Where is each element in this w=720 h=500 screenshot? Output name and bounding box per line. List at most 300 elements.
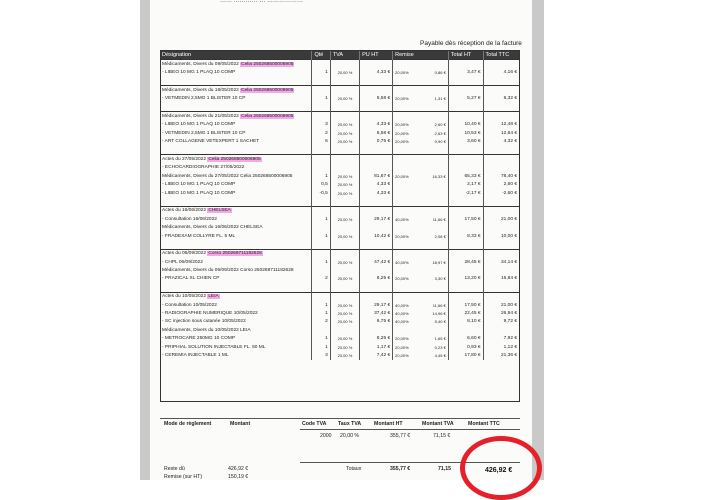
cell-total-ttc bbox=[483, 292, 519, 301]
cell-total-ht bbox=[448, 223, 483, 231]
cell-qte bbox=[312, 249, 330, 258]
cell-designation: - Consultation 16/06/2022 bbox=[160, 215, 312, 223]
cell-tva: 20,00 % bbox=[330, 121, 359, 129]
cell-designation bbox=[160, 249, 312, 258]
remise-amount: 14,96 € bbox=[432, 311, 446, 317]
table-row bbox=[160, 180, 520, 188]
reste-du-label: Reste dû bbox=[164, 466, 185, 472]
cell-remise bbox=[393, 249, 449, 258]
cell-designation: Médicaments, Divers du 27/05/2022 Celia 250268500006905 bbox=[160, 172, 312, 180]
cell-designation: - PRAZICAL XL CHIEN CP bbox=[160, 275, 312, 283]
cell-remise bbox=[393, 86, 449, 95]
table-row bbox=[160, 232, 520, 240]
montant-ht-value: 355,77 € bbox=[390, 433, 411, 439]
cell-total-ttc: 6,32 € bbox=[483, 95, 519, 103]
cell-total-ttc: 15,84 € bbox=[483, 275, 519, 283]
cell-remise bbox=[393, 223, 449, 231]
designation-text: Médicaments, Divers du 18/05/2022 bbox=[162, 87, 239, 93]
cell-designation: - VETMEDIN 2,5MG 1 BLISTER 10 CP bbox=[160, 95, 312, 103]
remise-percent: 20,00% bbox=[395, 233, 409, 239]
cell-designation: - ECHOCARDIOGRAPHIE 27/05/2022 bbox=[160, 164, 312, 172]
cell-pu-ht: 81,67 € bbox=[360, 172, 393, 180]
totaux-label: Totaux bbox=[346, 466, 362, 472]
cell-pu-ht: 4,33 € bbox=[360, 121, 393, 129]
red-circle-highlight bbox=[460, 436, 542, 500]
cell-tva bbox=[330, 240, 359, 249]
cell-tva: 20,00 % bbox=[330, 138, 359, 146]
highlighted-tag: CHELSEA bbox=[208, 208, 231, 214]
cell-tva bbox=[330, 164, 359, 172]
table-row bbox=[160, 155, 520, 164]
remise-percent: 20,00% bbox=[395, 173, 409, 179]
montant-ttc-label: Montant TTC bbox=[468, 421, 500, 427]
remise-amount: 2,60 € bbox=[434, 122, 446, 128]
background-left bbox=[0, 0, 140, 480]
cell-qte bbox=[312, 223, 330, 231]
cell-remise bbox=[393, 95, 449, 103]
col-total-ht: Total HT bbox=[448, 50, 483, 60]
table-header-row bbox=[160, 50, 520, 60]
cell-qte: 6 bbox=[312, 138, 330, 146]
table-row bbox=[160, 258, 520, 266]
remise-amount: 1,31 € bbox=[434, 96, 446, 102]
cell-qte: 1 bbox=[312, 301, 330, 309]
table-row bbox=[160, 240, 520, 249]
cell-designation bbox=[160, 283, 312, 292]
cell-tva: 20,00 % bbox=[330, 180, 359, 188]
remise-amount: 0,90 € bbox=[434, 139, 446, 145]
cell-total-ht bbox=[448, 86, 483, 95]
cell-total-ttc: 78,40 € bbox=[483, 172, 519, 180]
table-row bbox=[160, 275, 520, 283]
cell-total-ht bbox=[448, 266, 483, 274]
cell-total-ht: 3,60 € bbox=[448, 138, 483, 146]
cell-remise bbox=[393, 155, 449, 164]
remise-percent: 20,00% bbox=[395, 352, 409, 358]
table-row bbox=[160, 60, 520, 69]
cell-total-ttc bbox=[483, 146, 519, 155]
cell-remise bbox=[393, 266, 449, 274]
cell-pu-ht: 6,75 € bbox=[360, 318, 393, 326]
cell-designation: - VETMEDIN 2,5MG 1 BLISTER 10 CP bbox=[160, 129, 312, 137]
cell-total-ht bbox=[448, 249, 483, 258]
highlighted-tag: Celia 250268500006905 bbox=[241, 61, 294, 67]
cell-pu-ht: 29,17 € bbox=[360, 215, 393, 223]
cell-total-ht: 10,40 € bbox=[448, 121, 483, 129]
cell-qte bbox=[312, 86, 330, 95]
cell-tva bbox=[330, 112, 359, 121]
highlighted-tag: Corso 250268711182628 bbox=[208, 251, 262, 257]
cell-pu-ht: 4,33 € bbox=[360, 68, 393, 76]
cell-qte: 1 bbox=[312, 215, 330, 223]
cell-total-ht bbox=[448, 240, 483, 249]
cell-total-ht: 22,45 € bbox=[448, 309, 483, 317]
cell-qte bbox=[312, 77, 330, 86]
remise-percent: 20,00% bbox=[395, 96, 409, 102]
table-row bbox=[160, 77, 520, 86]
cell-designation bbox=[160, 197, 312, 206]
cell-total-ht: 28,45 € bbox=[448, 258, 483, 266]
cell-total-ht: 3,47 € bbox=[448, 68, 483, 76]
designation-text: Actes du 27/05/2022 bbox=[162, 156, 207, 162]
cell-pu-ht bbox=[360, 292, 393, 301]
table-row bbox=[160, 68, 520, 76]
cell-tva: 20,00 % bbox=[330, 309, 359, 317]
cell-qte: 1 bbox=[312, 95, 330, 103]
cell-qte: 1 bbox=[312, 232, 330, 240]
table-row bbox=[160, 138, 520, 146]
remise-percent: 40,00% bbox=[395, 319, 409, 325]
cell-designation: Médicaments, Divers du 06/09/2022 Corso 250268711182628 bbox=[160, 266, 312, 274]
table-row bbox=[160, 223, 520, 231]
cell-total-ttc bbox=[483, 60, 519, 69]
code-tva-value: 2000 bbox=[320, 433, 332, 439]
cell-total-ht: 2,17 € bbox=[448, 180, 483, 188]
cell-total-ttc: 1,12 € bbox=[483, 343, 519, 351]
cell-total-ht bbox=[448, 146, 483, 155]
cell-designation bbox=[160, 86, 312, 95]
cell-total-ht: 17,50 € bbox=[448, 215, 483, 223]
cell-remise bbox=[393, 232, 449, 240]
cell-pu-ht bbox=[360, 197, 393, 206]
cell-total-ttc: 21,00 € bbox=[483, 215, 519, 223]
cell-total-ht bbox=[448, 60, 483, 69]
cell-pu-ht bbox=[360, 223, 393, 231]
remise-value: 150,19 € bbox=[228, 474, 249, 480]
cell-total-ttc bbox=[483, 223, 519, 231]
cell-pu-ht bbox=[360, 249, 393, 258]
payable-notice: Payable dès réception de la facture bbox=[420, 40, 522, 47]
remise-amount: 4,45 € bbox=[434, 352, 446, 358]
cell-tva: 20,00 % bbox=[330, 275, 359, 283]
remise-percent: 20,00% bbox=[395, 336, 409, 342]
cell-remise bbox=[393, 172, 449, 180]
cell-qte: 3 bbox=[312, 351, 330, 359]
cell-remise bbox=[393, 318, 449, 326]
cell-total-ttc bbox=[483, 206, 519, 215]
remise-amount: 18,97 € bbox=[432, 259, 446, 265]
cell-pu-ht: 47,42 € bbox=[360, 258, 393, 266]
cell-total-ttc bbox=[483, 249, 519, 258]
cell-total-ht: 8,10 € bbox=[448, 318, 483, 326]
remise-percent: 40,00% bbox=[395, 216, 409, 222]
cell-tva: 20,00 % bbox=[330, 172, 359, 180]
cell-pu-ht bbox=[360, 240, 393, 249]
cell-designation: - RADIOGRAPHIE NUMERIQUE 10/05/2022 bbox=[160, 309, 312, 317]
cell-pu-ht bbox=[360, 112, 393, 121]
cell-pu-ht: 0,75 € bbox=[360, 138, 393, 146]
cell-designation: - PRIPHIAL SOLUTION INJECTABLE FL. 50 ML bbox=[160, 343, 312, 351]
table-row bbox=[160, 335, 520, 343]
cell-qte bbox=[312, 197, 330, 206]
cell-pu-ht: 6,58 € bbox=[360, 129, 393, 137]
table-row bbox=[160, 164, 520, 172]
cell-total-ttc: 2,60 € bbox=[483, 180, 519, 188]
cell-pu-ht bbox=[360, 326, 393, 334]
cell-tva: 20,00 % bbox=[330, 351, 359, 359]
remise-amount: 2,08 € bbox=[434, 233, 446, 239]
taux-tva-label: Taux TVA bbox=[338, 421, 362, 427]
highlighted-tag: Celia 250268500006905 bbox=[241, 87, 294, 93]
cell-designation bbox=[160, 112, 312, 121]
cell-total-ht: 17,80 € bbox=[448, 351, 483, 359]
cell-pu-ht: 8,25 € bbox=[360, 335, 393, 343]
cell-total-ht bbox=[448, 77, 483, 86]
remise-percent: 20,00% bbox=[395, 139, 409, 145]
remise-percent: 20,00% bbox=[395, 276, 409, 282]
cell-pu-ht: 1,17 € bbox=[360, 343, 393, 351]
cell-pu-ht bbox=[360, 86, 393, 95]
cell-remise bbox=[393, 164, 449, 172]
cell-tva bbox=[330, 283, 359, 292]
remise-amount: 2,63 € bbox=[434, 130, 446, 136]
totaux-tva: 71,15 bbox=[438, 466, 451, 472]
cell-remise bbox=[393, 138, 449, 146]
table-row bbox=[160, 266, 520, 274]
cell-total-ttc: 4,32 € bbox=[483, 138, 519, 146]
remise-amount: 0,86 € bbox=[434, 70, 446, 76]
table-row bbox=[160, 129, 520, 137]
table-row bbox=[160, 121, 520, 129]
table-row bbox=[160, 95, 520, 103]
table-row bbox=[160, 301, 520, 309]
cell-pu-ht bbox=[360, 77, 393, 86]
cell-qte bbox=[312, 155, 330, 164]
cell-pu-ht: 4,33 € bbox=[360, 180, 393, 188]
table-row bbox=[160, 172, 520, 180]
cell-designation bbox=[160, 77, 312, 86]
table-row bbox=[160, 249, 520, 258]
cell-qte: 1 bbox=[312, 68, 330, 76]
cell-total-ht: 6,60 € bbox=[448, 335, 483, 343]
cell-total-ht bbox=[448, 326, 483, 334]
cell-total-ht bbox=[448, 155, 483, 164]
cell-total-ht bbox=[448, 206, 483, 215]
taux-tva-value: 20,00 % bbox=[340, 433, 360, 439]
cell-total-ttc bbox=[483, 164, 519, 172]
cell-remise bbox=[393, 292, 449, 301]
cell-designation bbox=[160, 240, 312, 249]
remise-percent: 40,00% bbox=[395, 259, 409, 265]
cell-qte: 1 bbox=[312, 172, 330, 180]
table-row bbox=[160, 215, 520, 223]
cell-pu-ht: 6,58 € bbox=[360, 95, 393, 103]
remise-percent: 20,00% bbox=[395, 130, 409, 136]
invoice-page bbox=[150, 0, 532, 480]
cell-remise bbox=[393, 197, 449, 206]
cell-tva: 20,00 % bbox=[330, 258, 359, 266]
col-designation: Désignation bbox=[160, 50, 312, 60]
cell-total-ht: 0,93 € bbox=[448, 343, 483, 351]
table-row bbox=[160, 283, 520, 292]
cell-total-ttc: 10,00 € bbox=[483, 232, 519, 240]
cell-total-ttc bbox=[483, 266, 519, 274]
table-row bbox=[160, 343, 520, 351]
cell-qte: -0,5 bbox=[312, 189, 330, 197]
cell-total-ttc bbox=[483, 103, 519, 112]
montant-label: Montant bbox=[230, 421, 251, 427]
code-tva-label: Code TVA bbox=[302, 421, 327, 427]
cell-designation: - LIBEO 10 MG 1 PLAQ 10 COMP bbox=[160, 121, 312, 129]
table-row bbox=[160, 318, 520, 326]
cell-pu-ht bbox=[360, 146, 393, 155]
grand-total-ttc: 426,92 € bbox=[485, 467, 513, 474]
cell-qte bbox=[312, 60, 330, 69]
cell-remise bbox=[393, 275, 449, 283]
cell-tva: 20,00 % bbox=[330, 232, 359, 240]
cell-remise bbox=[393, 343, 449, 351]
cell-remise bbox=[393, 189, 449, 197]
cell-qte bbox=[312, 326, 330, 334]
cell-qte: 1 bbox=[312, 335, 330, 343]
cell-pu-ht bbox=[360, 103, 393, 112]
cell-qte bbox=[312, 266, 330, 274]
remise-percent: 40,00% bbox=[395, 302, 409, 308]
cell-qte: 1 bbox=[312, 258, 330, 266]
cell-pu-ht bbox=[360, 60, 393, 69]
cell-total-ht bbox=[448, 112, 483, 121]
col-total-ttc: Total TTC bbox=[483, 50, 519, 60]
montant-tva-label: Montant TVA bbox=[422, 421, 454, 427]
cell-pu-ht: 29,17 € bbox=[360, 301, 393, 309]
cell-pu-ht: 37,42 € bbox=[360, 309, 393, 317]
remise-amount: 11,66 € bbox=[432, 216, 446, 222]
col-pu-ht: PU HT bbox=[360, 50, 393, 60]
highlighted-tag: Celia 250268500006905 bbox=[241, 114, 294, 120]
remise-amount: 1,65 € bbox=[434, 336, 446, 342]
cell-qte: 1 bbox=[312, 309, 330, 317]
cell-remise bbox=[393, 258, 449, 266]
cell-remise bbox=[393, 129, 449, 137]
cell-tva bbox=[330, 249, 359, 258]
designation-text: Actes du 06/09/2022 bbox=[162, 251, 207, 257]
cell-qte: 2 bbox=[312, 129, 330, 137]
highlighted-tag: Celia 250268500006905 bbox=[208, 156, 261, 162]
table-row bbox=[160, 86, 520, 95]
designation-text: Médicaments, Divers du 21/05/2022 bbox=[162, 114, 239, 120]
cell-tva bbox=[330, 86, 359, 95]
cell-tva bbox=[330, 326, 359, 334]
cell-tva: 20,00 % bbox=[330, 215, 359, 223]
cell-remise bbox=[393, 121, 449, 129]
cell-pu-ht bbox=[360, 206, 393, 215]
col-qte: Qté bbox=[312, 50, 330, 60]
cell-tva: 20,00 % bbox=[330, 343, 359, 351]
remise-amount: 11,66 € bbox=[432, 302, 446, 308]
cell-designation: Médicaments, Divers du 10/05/2022 LEIA bbox=[160, 326, 312, 334]
cell-total-ht bbox=[448, 197, 483, 206]
cell-total-ttc: 26,94 € bbox=[483, 309, 519, 317]
cell-designation: - LIBEO 10 MG 1 PLAQ 10 COMP bbox=[160, 68, 312, 76]
cell-tva bbox=[330, 266, 359, 274]
cell-tva: 20,00 % bbox=[330, 335, 359, 343]
cell-qte: 2 bbox=[312, 318, 330, 326]
cell-total-ttc: 12,64 € bbox=[483, 129, 519, 137]
cell-remise bbox=[393, 112, 449, 121]
table-body bbox=[160, 60, 520, 360]
cell-qte bbox=[312, 283, 330, 292]
cell-pu-ht bbox=[360, 283, 393, 292]
cell-designation: - CHPL 06/09/2022 bbox=[160, 258, 312, 266]
cell-pu-ht bbox=[360, 155, 393, 164]
cell-designation: - LIBEO 10 MG 1 PLAQ 10 COMP bbox=[160, 180, 312, 188]
footer-sub-divider bbox=[300, 429, 520, 430]
cell-total-ht bbox=[448, 164, 483, 172]
table-row bbox=[160, 292, 520, 301]
remise-percent: 20,00% bbox=[395, 122, 409, 128]
cell-total-ttc: 12,48 € bbox=[483, 121, 519, 129]
col-remise: Remise bbox=[393, 50, 449, 60]
cell-remise bbox=[393, 351, 449, 359]
cell-total-ttc: 21,00 € bbox=[483, 301, 519, 309]
cell-tva: 20,00 % bbox=[330, 189, 359, 197]
cell-tva: 20,00 % bbox=[330, 318, 359, 326]
cell-total-ht: 65,33 € bbox=[448, 172, 483, 180]
cell-total-ht: 13,20 € bbox=[448, 275, 483, 283]
invoice-table bbox=[160, 50, 520, 360]
cell-remise bbox=[393, 103, 449, 112]
cell-remise bbox=[393, 335, 449, 343]
cell-total-ttc bbox=[483, 283, 519, 292]
cell-total-ttc: 9,72 € bbox=[483, 318, 519, 326]
remise-amount: 16,33 € bbox=[432, 173, 446, 179]
table-row bbox=[160, 351, 520, 359]
cell-pu-ht: 4,33 € bbox=[360, 189, 393, 197]
cell-tva bbox=[330, 146, 359, 155]
cell-total-ttc: 21,36 € bbox=[483, 351, 519, 359]
cell-designation: - FRADEXAM COLLYRE FL. 5 ML bbox=[160, 232, 312, 240]
cell-total-ttc: -2,60 € bbox=[483, 189, 519, 197]
cell-tva: 20,00 % bbox=[330, 68, 359, 76]
cell-designation bbox=[160, 292, 312, 301]
remise-amount: 0,23 € bbox=[434, 344, 446, 350]
montant-tva-value: 71,15 € bbox=[433, 433, 451, 439]
cell-tva bbox=[330, 292, 359, 301]
cell-total-ttc bbox=[483, 240, 519, 249]
remise-percent: 40,00% bbox=[395, 311, 409, 317]
cell-remise bbox=[393, 326, 449, 334]
cell-designation: - CEREMIA INJECTABLE 1 ML bbox=[160, 351, 312, 359]
remise-percent: 20,00% bbox=[395, 344, 409, 350]
cell-remise bbox=[393, 60, 449, 69]
cell-total-ttc bbox=[483, 77, 519, 86]
cell-tva: 20,00 % bbox=[330, 301, 359, 309]
cell-total-ttc bbox=[483, 326, 519, 334]
cell-qte: 3 bbox=[312, 121, 330, 129]
cell-qte bbox=[312, 240, 330, 249]
cell-total-ttc bbox=[483, 112, 519, 121]
remise-label: Remise (sur HT) bbox=[164, 474, 203, 480]
totaux-ht: 355,77 € bbox=[390, 466, 411, 472]
cell-tva bbox=[330, 223, 359, 231]
cell-designation bbox=[160, 206, 312, 215]
cell-remise bbox=[393, 206, 449, 215]
table-row bbox=[160, 206, 520, 215]
cell-remise bbox=[393, 77, 449, 86]
cell-total-ht: 8,33 € bbox=[448, 232, 483, 240]
cell-tva: 20,00 % bbox=[330, 95, 359, 103]
cell-total-ht bbox=[448, 292, 483, 301]
table-row bbox=[160, 112, 520, 121]
highlighted-tag: LEIA bbox=[208, 294, 219, 300]
cell-pu-ht bbox=[360, 164, 393, 172]
cell-remise bbox=[393, 146, 449, 155]
cell-total-ht bbox=[448, 283, 483, 292]
remise-amount: 3,30 € bbox=[434, 276, 446, 282]
cell-designation bbox=[160, 155, 312, 164]
cell-remise bbox=[393, 215, 449, 223]
cell-tva bbox=[330, 206, 359, 215]
